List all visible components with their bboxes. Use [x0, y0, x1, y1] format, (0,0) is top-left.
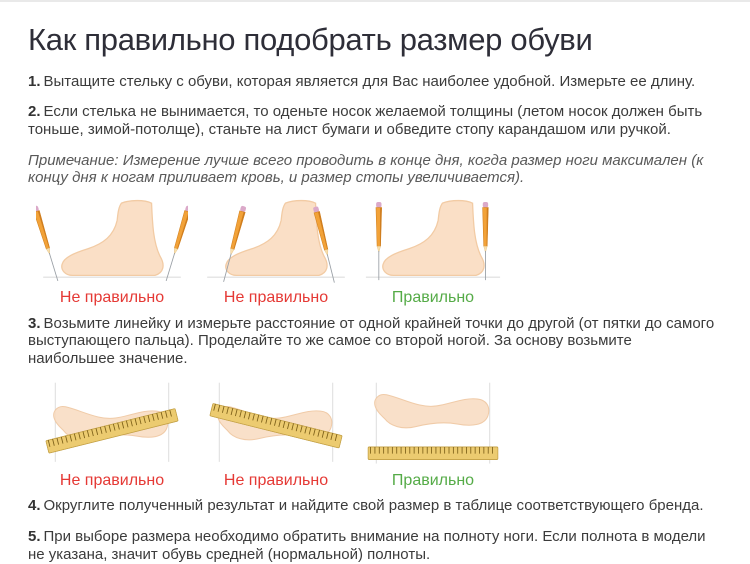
ruler-figure-right — [364, 381, 502, 490]
footprint-ruler-horizontal-image — [364, 381, 502, 467]
step-4-text: Округлите полученный результат и найдите свой размер в таблице соответствующего бренда. — [43, 497, 704, 515]
step-1-text: Вытащите стельку с обуви, которая является для Вас наиболее удобной. Измерьте ее длину. — [43, 72, 696, 90]
ruler-figure-wrong-1 — [36, 381, 188, 490]
footprint-ruler-tilted-image — [36, 381, 188, 467]
pencil-figure-wrong-1 — [36, 198, 188, 307]
foot-side-icon — [62, 201, 163, 276]
pencil-figure-right — [364, 198, 502, 307]
step-5-number: 5. — [28, 528, 41, 546]
figure-label: Не правильно — [223, 471, 329, 489]
figure-label: Не правильно — [59, 471, 165, 489]
step-4-number: 4. — [28, 497, 41, 515]
ruler-icon — [368, 447, 498, 460]
step-1-number: 1. — [28, 72, 41, 90]
pencil-icon — [376, 202, 382, 280]
pencil-figures-row — [36, 198, 722, 307]
step-3-number: 3. — [28, 314, 41, 332]
note-text: Примечание: Измерение лучше всего проводить в конце дня, когда размер ноги максимален (к концу дня к ногам приливает кровь, и размер стопы увеличивается). — [28, 151, 704, 187]
step-2 — [28, 103, 722, 138]
step-3-text: Возьмите линейку и измерьте расстояние от одной крайней точки до другой (от пятки до самого выступающего пальца). Проделайте то же самое со второй ногой. За основу возьмите наибольшее значение. — [28, 314, 715, 368]
pencil-icon — [163, 205, 188, 282]
step-5 — [28, 528, 722, 563]
foot-side-icon — [383, 201, 484, 276]
step-1 — [28, 73, 722, 91]
figure-label: Правильно — [391, 289, 475, 307]
foot-pencils-inward-image — [200, 198, 352, 284]
footprint-ruler-tilted-image — [200, 381, 352, 467]
foot-pencils-outward-image — [36, 198, 188, 284]
ruler-figures-row — [36, 381, 722, 490]
pencil-icon — [36, 205, 61, 282]
step-5-text: При выборе размера необходимо обратить внимание на полноту ноги. Если полнота в модели не указана, значит обувь средней (нормальной) полноты. — [28, 528, 706, 563]
step-4 — [28, 497, 722, 515]
step-2-number: 2. — [28, 103, 41, 121]
pencil-figure-wrong-2 — [200, 198, 352, 307]
ruler-figure-wrong-2 — [200, 381, 352, 490]
footprint-icon — [375, 394, 489, 427]
page-title: Как правильно подобрать размер обуви — [28, 22, 593, 57]
figure-label: Правильно — [391, 471, 475, 489]
figure-label: Не правильно — [223, 289, 329, 307]
step-2-text: Если стелька не вынимается, то оденьте носок желаемой толщины (летом носок должен быть тоньше, зимой-потолще), станьте на лист бумаги и обведите стопу карандашом или ручкой. — [28, 103, 703, 139]
figure-label: Не правильно — [59, 289, 165, 307]
foot-pencils-vertical-image — [364, 198, 502, 284]
step-3 — [28, 315, 722, 368]
